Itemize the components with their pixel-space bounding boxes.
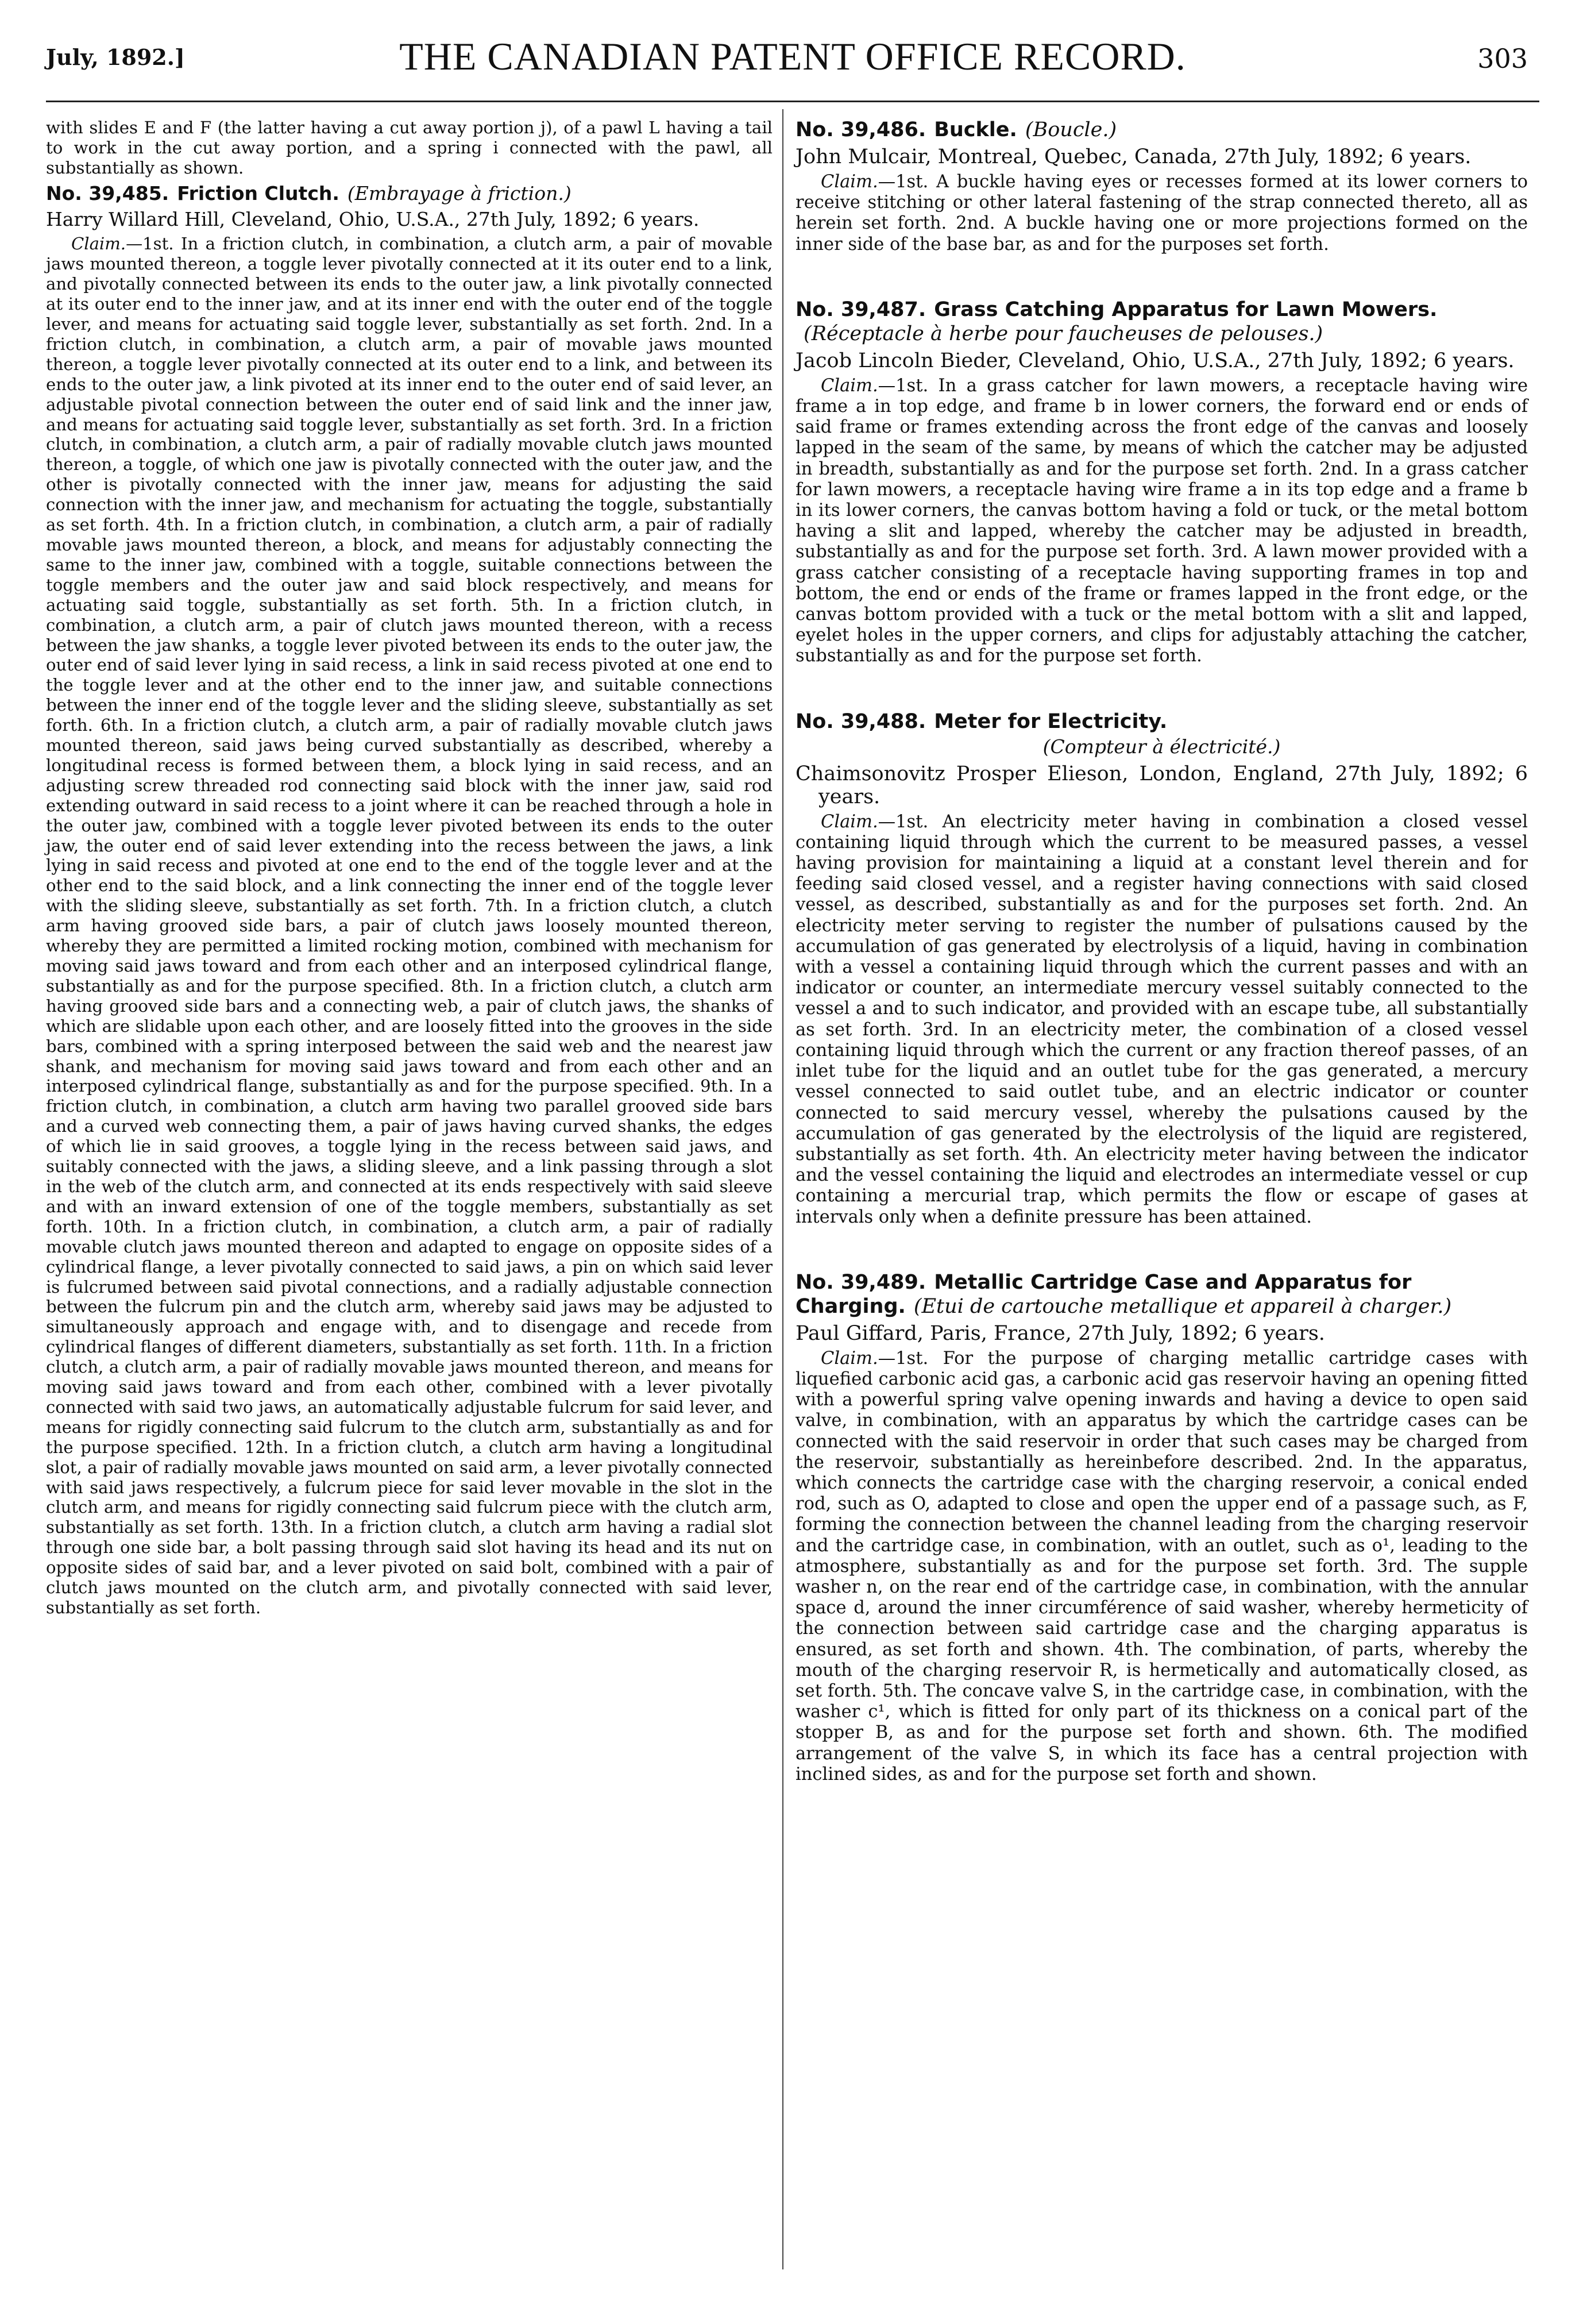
patent-claims bbox=[796, 172, 1528, 255]
patent-inventor: Paul Giffard, Paris, France, 27th July, 1892; 6 years. bbox=[796, 1321, 1325, 1345]
patent-claims bbox=[796, 812, 1528, 1228]
patent-inventor: Jacob Lincoln Bieder, Cleveland, Ohio, U.S.A., 27th July, 1892; 6 years. bbox=[796, 349, 1515, 372]
right-column bbox=[796, 118, 1528, 1793]
patent-number: No. 39,489. bbox=[796, 1270, 926, 1294]
patent-title: Buckle. bbox=[934, 118, 1017, 141]
patent-entry-39487 bbox=[796, 298, 1528, 667]
patent-claims bbox=[796, 376, 1528, 667]
patent-number: No. 39,486. bbox=[796, 118, 926, 141]
continuation-text: with slides E and F (the latter having a cut away portion j), of a pawl L having a tail to work in the cut away portion, and a spring i connected with the pawl, all substantially as shown. bbox=[46, 118, 773, 178]
patent-entry-39486 bbox=[796, 118, 1528, 255]
patent-number: No. 39,485. bbox=[46, 182, 169, 205]
claim-label: Claim. bbox=[821, 811, 878, 832]
patent-inventor: Chaimsonovitz Prosper Elieson, London, England, 27th July, 1892; 6 years. bbox=[796, 762, 1528, 808]
patent-claims bbox=[796, 1348, 1528, 1785]
patent-french-title: (Réceptacle à herbe pour faucheuses de pelouses.) bbox=[804, 322, 1323, 345]
patent-heading bbox=[796, 298, 1528, 346]
patent-french-title: (Compteur à électricité.) bbox=[1042, 735, 1281, 758]
patent-entry-39489 bbox=[796, 1270, 1528, 1785]
publication-title: THE CANADIAN PATENT OFFICE RECORD. bbox=[399, 34, 1186, 78]
patent-number: No. 39,488. bbox=[796, 710, 926, 733]
patent-number: No. 39,487. bbox=[796, 298, 926, 321]
page-header bbox=[46, 32, 1539, 102]
patent-heading bbox=[796, 710, 1528, 759]
patent-title: Grass Catching Apparatus for Lawn Mowers. bbox=[934, 298, 1438, 321]
patent-french-title: (Etui de cartouche metallique et appareil à charger.) bbox=[913, 1294, 1452, 1318]
patent-heading bbox=[46, 182, 773, 205]
claim-label: Claim. bbox=[821, 1348, 878, 1369]
patent-claims bbox=[46, 234, 773, 1618]
patent-title: Metallic Cartridge Case and Apparatus for Charging. bbox=[796, 1270, 1412, 1318]
issue-date: July, 1892.] bbox=[46, 44, 185, 70]
patent-entry-39488 bbox=[796, 710, 1528, 1228]
claim-text: —1st. For the purpose of charging metallic cartridge cases with liquefied carbonic acid gas, a carbonic acid gas reservoir having an opening fitted with a powerful spring valve opening inwards and having a device to open said valve, in combination, with an apparatus by which the cartridge cases can be connected with the said reservoir in order that such cases may be charged from the reservoir, substantially as hereinbefore described. 2nd. In the apparatus, which connects the cartridge case with the charging reservoir, a conical ended rod, such as O, adapted to close and open the upper end of a passage such, as F, forming the connection between the channel leading from the charging reservoir and the cartridge case, in combination, with an outlet, such as o¹, leading to the atmosphere, substantially as and for the purpose set forth. 3rd. The supple washer n, on the rear end of the cartridge case, in combination, with the annular space d, around the inner circumférence of said washer, whereby hermeticity of the connection between said cartridge case and the charging apparatus is ensured, as set forth and shown. 4th. The combination, of parts, whereby the mouth of the charging reservoir R, is hermetically and automatically closed, as set forth. 5th. The concave valve S, in the cartridge case, in combination, with the washer c¹, which is fitted for only part of its thickness on a conical part of the stopper B, as and for the purpose set forth and shown. 6th. The modified arrangement of the valve S, in which its face has a central projection with inclined sides, as and for the purpose set forth and shown. bbox=[796, 1348, 1528, 1785]
patent-french-title: (Embrayage à friction.) bbox=[347, 182, 572, 205]
left-column bbox=[46, 118, 773, 1626]
claim-text: —1st. In a grass catcher for lawn mowers, a receptacle having wire frame a in top edge, and frame b in lower corners, the forward end or ends of said frame or frames extending across the front edge of the canvas and loosely lapped in the seam of the same, by means of which the catcher may be adjusted in breadth, substantially as and for the purpose set forth. 2nd. In a grass catcher for lawn mowers, a receptacle having wire frame a in its top edge and a frame b in its lower corners, the canvas bottom having a fold or tuck, or the metal bottom having a slit and lapped, whereby the catcher may be adjusted in breadth, substantially as and for the purpose set forth. 3rd. A lawn mower provided with a grass catcher consisting of a receptacle having supporting frames in top and bottom, the end or ends of the frame or frames lapped in the front edge, or the canvas bottom provided with a tuck or the metal bottom with a slit and lapped, eyelet holes in the upper corners, and clips for adjustably attaching the catcher, substantially as and for the purpose set forth. bbox=[796, 375, 1528, 666]
patent-title: Meter for Electricity. bbox=[934, 710, 1168, 733]
patent-heading bbox=[796, 1270, 1528, 1319]
patent-inventor: Harry Willard Hill, Cleveland, Ohio, U.S.A., 27th July, 1892; 6 years. bbox=[46, 208, 700, 231]
claim-text: —1st. An electricity meter having in combination a closed vessel containing liquid through which the current to be measured passes, a vessel having provision for maintaining a liquid at a constant level therein and for feeding said closed vessel, and a register having connections with said closed vessel, as described, substantially as and for the purposes set forth. 2nd. An electricity meter serving to register the number of pulsations caused by the accumulation of gas generated by electrolysis of a liquid, having in combination with a vessel a containing liquid through which the current passes and with an indicator or counter, an intermediate mercury vessel suitably connected to the vessel a and to such indicator, and provided with an escape tube, all substantially as set forth. 3rd. In an electricity meter, the combination of a closed vessel containing liquid through which the current or any fraction thereof passes, of an inlet tube for the liquid and an outlet tube for the gas generated, a mercury vessel connected to said outlet tube, and an electric indicator or counter connected to said mercury vessel, whereby the pulsations caused by the accumulation of gas generated by the electrolysis of the liquid are registered, substantially as set forth. 4th. An electricity meter having between the indicator and the vessel containing the liquid and electrodes an intermediate vessel or cup containing a mercurial trap, which permits the flow or escape of gases at intervals only when a definite pressure has been attained. bbox=[796, 811, 1528, 1227]
patent-french-title: (Boucle.) bbox=[1025, 118, 1117, 141]
claim-text: —1st. In a friction clutch, in combination, a clutch arm, a pair of movable jaws mounted thereon, a toggle lever pivotally connected at it its outer end to a link, and pivotally connected between its ends to the outer jaw, a link pivotally connected at its outer end to the inner jaw, and at its inner end with the outer end of the toggle lever, and means for actuating said toggle lever, substantially as set forth. 2nd. In a friction clutch, in combination, a clutch arm, a pair of movable jaws mounted thereon, a toggle lever pivotally connected at its outer end to a link, and between its ends to the outer jaw, a link pivoted at its inner end to the outer end of said lever, an adjustable pivotal connection between the outer end of said link and the inner jaw, and means for actuating said toggle lever, substantially as set forth. 3rd. In a friction clutch, in combination, a clutch arm, a pair of radially movable clutch jaws mounted thereon, a toggle, of which one jaw is pivotally connected with the outer jaw, and the other is pivotally connected with the inner jaw, means for adjusting the said connection with the inner jaw, and mechanism for actuating the toggle, substantially as set forth. 4th. In a friction clutch, in combination, a clutch arm, a pair of radially movable jaws mounted thereon, a block, and means for adjustably connecting the same to the inner jaw, combined with a toggle, suitable connections between the toggle members and the outer jaw and said block respectively, and means for actuating said toggle, substantially as set forth. 5th. In a friction clutch, in combination, a clutch arm, a pair of clutch jaws mounted thereon, with a recess between the jaw shanks, a toggle lever pivoted between its ends to the outer jaw, the outer end of said lever lying in said recess, a link in said recess pivoted at one end to the toggle lever and at the other end to the inner jaw, and suitable connections between the inner end of the toggle lever and the sliding sleeve, substantially as set forth. 6th. In a friction clutch, a clutch arm, a pair of radially movable clutch jaws mounted thereon, said jaws being curved substantially as described, whereby a longitudinal recess is formed between them, a block lying in said recess, and an adjusting screw threaded rod connecting said block with the inner jaw, said rod extending outward in said recess to a joint where it can be reached through a hole in the outer jaw, combined with a toggle lever pivoted between its ends to the outer jaw, the outer end of said lever extending into the recess between the jaws, a link lying in said recess and pivoted at one end to the end of the toggle lever and at the other end to the said block, and a link connecting the inner end of the toggle lever with the sliding sleeve, substantially as set forth. 7th. In a friction clutch, a clutch arm having grooved side bars, a pair of clutch jaws loosely mounted thereon, whereby they are permitted a limited rocking motion, combined with mechanism for moving said jaws toward and from each other and an interposed cylindrical flange, substantially as and for the purpose specified. 8th. In a friction clutch, a clutch arm having grooved side bars and a connecting web, a pair of clutch jaws, the shanks of which are slidable upon each other, and are loosely fitted into the grooves in the side bars, combined with a spring interposed between the said web and the nearest jaw shank, and mechanism for moving said jaws toward and from each other and an interposed cylindrical flange, substantially as and for the purpose specified. 9th. In a friction clutch, in combination, a clutch arm having two parallel grooved side bars and a curved web connecting them, a pair of jaws having curved shanks, the edges of which lie in said grooves, a toggle lying in the recess between said jaws, and suitably connected with the jaws, a sliding sleeve, and a link passing through a slot in the web of the clutch arm, and connected at its ends respectively with said sleeve and with an inward extension of one of the toggle members, substantially as set forth. 10th. In a friction clutch, in combination, a clutch arm, a pair of radially movable clutch jaws mounted thereon and adapted to engage on opposite sides of a cylindrical flange, a lever pivotally connected to said jaws, a pin on which said lever is fulcrumed between said pivotal connections, and a radially adjustable connection between the fulcrum pin and the clutch arm, whereby said jaws may be adjusted to simultaneously approach and engage with, and to disengage and recede from cylindrical flanges of different diameters, substantially as set forth. 11th. In a friction clutch, a clutch arm, a pair of radially movable jaws mounted thereon, and means for moving said jaws toward and from each other, combined with a lever pivotally connected with said two jaws, an automatically adjustable fulcrum for said lever, and means for rigidly connecting said fulcrum to the clutch arm, substantially as and for the purpose specified. 12th. In a friction clutch, a clutch arm having a longitudinal slot, a pair of radially movable jaws mounted on said arm, a lever pivotally connected with said jaws respectively, a fulcrum piece for said lever movable in the slot in the clutch arm, and means for rigidly connecting said fulcrum piece with the clutch arm, substantially as set forth. 13th. In a friction clutch, a clutch arm having a radial slot through one side bar, a bolt passing through said slot having its head and its nut on opposite sides of said bar, and a lever pivoted on said bolt, combined with a pair of clutch jaws mounted on the clutch arm, and pivotally connected with said lever, substantially as set forth. bbox=[46, 234, 773, 1618]
page-number: 303 bbox=[1477, 43, 1528, 74]
patent-title: Friction Clutch. bbox=[177, 182, 339, 205]
patent-inventor: John Mulcair, Montreal, Quebec, Canada, 27th July, 1892; 6 years. bbox=[796, 145, 1472, 168]
claim-label: Claim. bbox=[821, 172, 878, 192]
patent-entry-39485 bbox=[46, 182, 773, 1618]
patent-heading bbox=[796, 118, 1528, 142]
claim-label: Claim. bbox=[821, 375, 878, 396]
column-divider bbox=[782, 109, 783, 2269]
claim-label: Claim. bbox=[71, 234, 126, 254]
claim-text: —1st. A buckle having eyes or recesses formed at its lower corners to receive stitching or other lateral fastening of the strap connected thereto, all as herein set forth. 2nd. A buckle having one or more projections formed on the inner side of the base bar, as and for the purposes set forth. bbox=[796, 172, 1528, 255]
